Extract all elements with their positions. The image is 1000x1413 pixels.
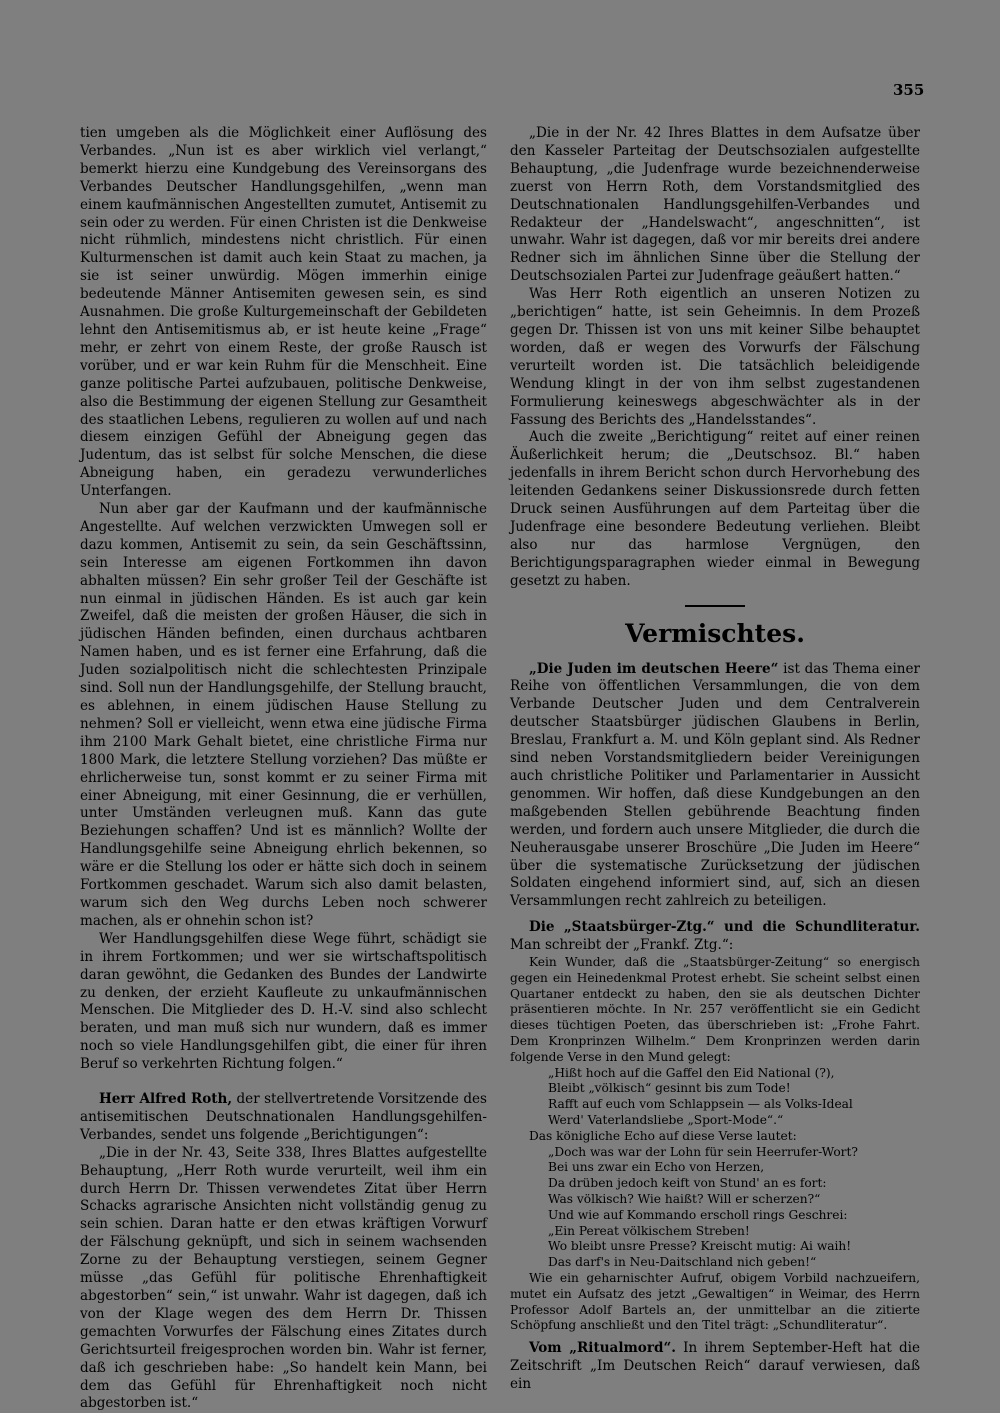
page-number: 355 xyxy=(893,81,925,99)
right-paragraph-4 xyxy=(510,661,920,912)
right-paragraph-1: „Die in der Nr. 42 Ihres Blattes in dem Aufsatze über den Kasseler Parteitag der Deutschsozialen aufgestellte Behauptung, „die Judenfrage wurde bezeichnenderweise zuerst von Herrn Roth, dem Vorstandsmitglied des Deutschnationalen Handlungsgehilfen-Verbandes und Redakteur der „Handelswacht“, angeschnitten“, ist unwahr. Wahr ist dagegen, daß vor mir bereits drei andere Redner sich im ähnlichen Sinne über die Stellung der Deutschsozialen Partei zur Judenfrage geäußert hatten.“ xyxy=(510,125,920,285)
verse-line: „Ein Pereat völkischem Streben! xyxy=(548,1223,750,1238)
quote-paragraph-3: Wie ein geharnischter Aufruf, obigem Vorbild nachzueifern, mutet ein Aufsatz des jetzt „Gewaltigen“ in Weimar, des Herrn Professor Adolf Bartels an, der unmittelbar an die zitierte Schöpfung anschließt und den Titel trägt: „Schundliteratur“. xyxy=(510,1271,920,1333)
left-paragraph-4-text: der stellvertretende Vorsitzende des antisemitischen Deutschnationalen Handlungsgehilfen-Verbandes, sendet uns folgende „Berichtigungen“: xyxy=(80,1091,487,1143)
right-paragraph-2: Was Herr Roth eigentlich an unseren Notizen zu „berichtigen“ hatte, ist sein Geheimnis. In dem Prozeß gegen Dr. Thissen ist von uns mit keiner Silbe behauptet worden, daß er wegen des Vorwurfs der Fälschung verurteilt worden ist. Die tatsächlich beleidigende Wendung klingt in der von ihm selbst zugestandenen Formulierung keineswegs abgeschwächter als in der Fassung des Berichts des „Handelsstandes“. xyxy=(510,286,920,428)
left-column xyxy=(80,125,487,1413)
right-column xyxy=(510,125,920,1394)
verse-line: Und wie auf Kommando erscholl rings Geschrei: xyxy=(548,1207,848,1222)
right-paragraph-5-text: Man schreibt der „Frankf. Ztg.“: xyxy=(510,937,734,954)
verse-line: Das darf's in Neu-Daitschland nich geben!“ xyxy=(548,1255,817,1270)
verse-block-1 xyxy=(510,1066,920,1129)
left-paragraph-4 xyxy=(80,1091,487,1145)
verse-block-2 xyxy=(510,1145,920,1271)
left-paragraph-3: Wer Handlungsgehilfen diese Wege führt, schädigt sie in ihrem Fortkommen; und wer sie wirtschaftspolitisch daran gewöhnt, die Gedanken des Bundes der Landwirte zu denken, der erzieht Kaufleute zu unkaufmännischen Menschen. Die Mitglieder des D. H.-V. sind also schlecht beraten, und man muß sich nur wundern, daß es immer noch so viele Handlungsgehilfen gibt, die einer für ihren Beruf so verkehrten Richtung folgen.“ xyxy=(80,930,487,1073)
verse-line: Werd' Vaterlandsliebe „Sport-Mode“.“ xyxy=(548,1113,784,1128)
item-title: „Die Juden im deutschen Heere“ xyxy=(529,660,779,677)
right-paragraph-4-text: ist das Thema einer Reihe von öffentlichen Versammlungen, die von dem Verbande Deutscher Juden und dem Centralverein deutscher Staatsbürger jüdischen Glaubens in Berlin, Breslau, Frankfurt a. M. und Köln geplant sind. Als Redner sind neben Vorstandsmitgliedern beider Vereinigungen auch christliche Politiker und Parlamentarier in Aussicht genommen. Wir hoffen, daß diese Kundgebungen an den maßgebenden Stellen gebührende Beachtung finden werden, und fordern auch unsere Mitglieder, die durch die Neuherausgabe unserer Broschüre „Die Juden im Heere“ über die systematische Zurücksetzung der jüdischen Soldaten eingehend informiert sind, auf, sich an diesen Versammlungen recht zahlreich zu beteiligen. xyxy=(510,660,920,910)
right-paragraph-3: Auch die zweite „Berichtigung“ reitet auf einer reinen Äußerlichkeit herum; die „Deutschsoz. Bl.“ haben jedenfalls in ihrem Bericht schon durch Hervorhebung des leitenden Gedankens seiner Diskussionsrede durch fetten Druck seinen Ausführungen auf dem Parteitag über die Judenfrage eine besondere Bedeutung verliehen. Bleibt also nur das harmlose Vergnügen, den Berichtigungsparagraphen wieder einmal in Bewegung gesetzt zu haben. xyxy=(510,429,920,589)
right-paragraph-6-text: In ihrem September-Heft hat die Zeitschrift „Im Deutschen Reich“ darauf verwiesen, daß ein xyxy=(510,1340,920,1392)
right-paragraph-5 xyxy=(510,919,920,955)
section-divider xyxy=(685,605,745,607)
quote-paragraph-1: Kein Wunder, daß die „Staatsbürger-Zeitung“ so energisch gegen ein Heinedenkmal Protest erhebt. Sie scheint selbst einen Quartaner entdeckt zu haben, den sie als deutschen Dichter präsentieren möchte. In Nr. 257 veröffentlicht sie ein Gedicht dieses tüchtigen Poeten, das überschrieben ist: „Frohe Fahrt. Dem Kronprinzen Wilhelm.“ Dem Kronprinzen werden darin folgende Verse in den Mund gelegt: xyxy=(510,955,920,1064)
item-title: Vom „Ritualmord“. xyxy=(529,1340,676,1357)
verse-line: Rafft auf euch vom Schlappsein — als Volks-Ideal xyxy=(548,1097,853,1112)
left-paragraph-1: tien umgeben als die Möglichkeit einer Auflösung des Verbandes. „Nun ist es aber wirklich viel verlangt,“ bemerkt hierzu eine Kundgebung des Vereinsorgans des Verbandes Deutscher Handlungsgehilfen, „wenn man einem kaufmännischen Angestellten zumutet, Antisemit zu sein oder zu werden. Für einen Christen ist die Denkweise nicht rühmlich, mindestens nicht christlich. Für einen Kulturmenschen ist damit auch kein Staat zu machen, ja sie ist seiner unwürdig. Mögen immerhin einige bedeutende Männer Antisemiten gewesen sein, es sind Ausnahmen. Die große Kulturgemeinschaft der Gebildeten lehnt den Antisemitismus ab, er ist heute keine „Frage“ mehr, er zehrt von einem Reste, der große Rausch ist vorüber, und er war kein Ruhm für die Menschheit. Eine ganze politische Partei aufzubauen, politische Denkweise, also die Bestimmung der eigenen Stellung zur Gesamtheit des staatlichen Lebens, regulieren zu wollen auf und nach diesem einzigen Gefühl der Abneigung gegen das Judentum, das ist selbst für solche Menschen, die diese Abneigung haben, ein geradezu verwunderliches Unterfangen. xyxy=(80,125,487,500)
section-heading: Vermischtes. xyxy=(625,618,805,648)
verse-line: Wo bleibt unsre Presse? Kreischt mutig: Ai waih! xyxy=(548,1239,852,1254)
verse-line: Da drüben jedoch keift von Stund' an es fort: xyxy=(548,1176,827,1191)
right-paragraph-6 xyxy=(510,1340,920,1394)
verse-line: Bei uns zwar ein Echo von Herzen, xyxy=(548,1160,765,1175)
left-paragraph-5: „Die in der Nr. 43, Seite 338, Ihres Blattes aufgestellte Behauptung, „Herr Roth wurde verurteilt, weil ihm ein durch Herrn Dr. Thissen verwendetes Zitat über Herrn Schacks agrarische Ansichten nicht vollständig genug zu sein schien. Daran hatte er den etwas kräftigen Vorwurf der Fälschung geknüpft, und sich in seinem wachsenden Zorne zu der Behauptung verstiegen, seinem Gegner müsse „das Gefühl für politische Ehrenhaftigkeit abgestorben“ sein,“ ist unwahr. Wahr ist dagegen, daß ich von der Klage wegen des dem Herrn Dr. Thissen gemachten Vorwurfes der Fälschung eines Zitates durch Gerichtsurteil freigesprochen worden bin. Wahr ist ferner, daß ich geschrieben habe: „So handelt kein Mann, bei dem das Gefühl für Ehrenhaftigkeit noch nicht abgestorben ist.“ xyxy=(80,1144,487,1412)
verse-line: „Hißt hoch auf die Gaffel den Eid National (?), xyxy=(548,1065,835,1080)
verse-line: „Doch was war der Lohn für sein Heerrufer-Wort? xyxy=(548,1144,858,1159)
quote-paragraph-2: Das königliche Echo auf diese Verse lautet: xyxy=(529,1128,797,1143)
person-name: Herr Alfred Roth, xyxy=(99,1091,233,1108)
left-paragraph-2: Nun aber gar der Kaufmann und der kaufmännische Angestellte. Auf welchen verzwickten Umwegen soll er dazu kommen, Antisemit zu sein, da sein Geschäftssinn, sein Interesse am eigenen Fortkommen ihn davon abhalten müssen? Ein sehr großer Teil der Geschäfte ist nun einmal in jüdischen Händen. Es ist auch gar kein Zweifel, daß die meisten der großen Häuser, die sich in jüdischen Händen befinden, einen durchaus achtbaren Namen haben, und es ist ferner eine Erfahrung, daß die Juden sozialpolitisch nicht die schlechtesten Prinzipale sind. Soll nun der Handlungsgehilfe, der Stellung braucht, es ablehnen, in einem jüdischen Hause Stellung zu nehmen? Soll er vielleicht, wenn etwa eine jüdische Firma ihm 2100 Mark Gehalt bietet, eine christliche Firma nur 1800 Mark, die letztere Stellung vorziehen? Das müßte er ehrlicherweise tun, sonst kommt er zu seiner Firma mit einer Abneigung, mit einer Gesinnung, die er verhüllen, unter Umständen verleugnen muß. Kann das gute Beziehungen schaffen? Und ist es männlich? Wollte der Handlungsgehilfe seine Abneigung ehrlich bekennen, so wäre er die Stellung los oder er hätte sich doch in seinem Fortkommen geschadet. Warum sich also damit belasten, warum sich den Weg durchs Leben noch schwerer machen, als er ohnehin schon ist? xyxy=(80,501,487,929)
verse-line: Bleibt „völkisch“ gesinnt bis zum Tode! xyxy=(548,1081,791,1096)
verse-line: Was völkisch? Wie haißt? Will er scherzen?“ xyxy=(548,1192,821,1207)
item-title: Die „Staatsbürger-Ztg.“ und die Schundliteratur. xyxy=(529,919,920,936)
